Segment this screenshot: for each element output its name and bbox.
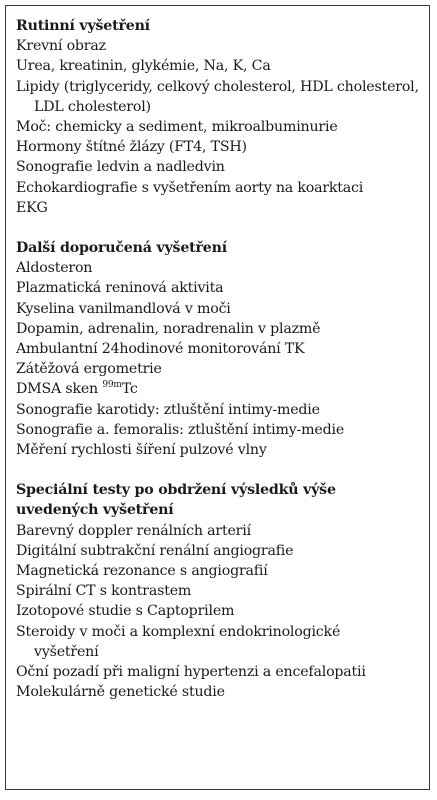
list-item: Sonografie karotidy: ztluštění intimy-medie [16,401,320,418]
section-heading-recommended: Další doporučená vyšetření [16,240,227,257]
section-recommended [16,238,429,460]
list-item: Barevný doppler renálních arterií [16,522,251,539]
list-item: Krevní obraz [16,38,106,55]
isotope-superscript: 99m [102,379,122,390]
list-item: Izotopové studie s Captoprilem [16,603,235,620]
list-item: Moč: chemicky a sediment, mikroalbuminurie [16,119,338,136]
list-item: Sonografie a. femoralis: ztluštění intimy-medie [16,421,345,438]
list-item: Steroidy v moči a komplexní endokrinologické vyšetření [16,623,341,660]
list-item: Ambulantní 24hodinové monitorování TK [16,341,305,358]
list-item: Hormony štítné žlázy (FT4, TSH) [16,139,247,156]
list-item: Urea, kreatinin, glykémie, Na, K, Ca [16,58,271,75]
isotope-symbol: Tc [121,381,138,398]
list-item: Plazmatická reninová aktivita [16,280,224,297]
list-item: Lipidy (triglyceridy, celkový cholesterol, HDL cholesterol, LDL cholesterol) [16,78,419,115]
section-heading-special: Speciální testy po obdržení výsledků výše uvedených vyšetření [16,482,336,519]
list-item: Sonografie ledvin a nadledvin [16,159,225,176]
dmsa-label: DMSA sken [16,381,98,398]
list-item: Oční pozadí při maligní hypertenzi a encefalopatii [16,664,366,681]
list-item: Zátěžová ergometrie [16,361,162,378]
list-item: EKG [16,199,48,216]
list-item: Echokardiografie s vyšetřením aorty na koarktaci [16,179,364,196]
section-special [16,480,429,702]
examinations-table [5,5,430,790]
list-item: Kyselina vanilmandlová v moči [16,300,231,317]
list-item: Spirální CT s kontrastem [16,583,192,600]
list-item: Molekulárně genetické studie [16,684,225,701]
list-item: Měření rychlosti šíření pulzové vlny [16,442,267,459]
list-item: Dopamin, adrenalin, noradrenalin v plazmě [16,320,321,337]
section-routine [16,16,429,218]
list-item: Digitální subtrakční renální angiografie [16,542,294,559]
list-item: Aldosteron [16,260,93,277]
section-heading-routine: Rutinní vyšetření [16,18,150,34]
list-item: Magnetická rezonance s angiografií [16,563,268,580]
list-item-dmsa [16,379,429,399]
